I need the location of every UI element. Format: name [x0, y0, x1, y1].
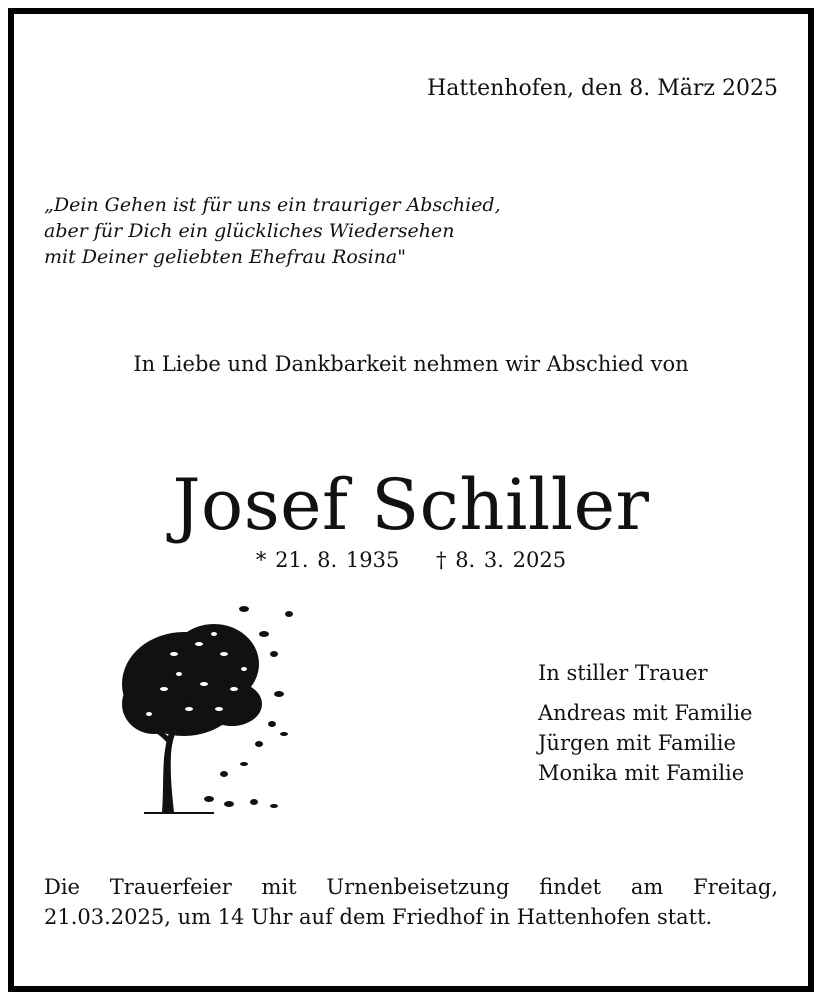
quote-line: mit Deiner geliebten Ehefrau Rosina": [44, 246, 406, 268]
death-date: † 8. 3. 2025: [436, 548, 567, 572]
intro-text: In Liebe und Dankbarkeit nehmen wir Abschied von: [133, 352, 689, 376]
service-line: 21.03.2025, um 14 Uhr auf dem Friedhof in Hattenhofen statt.: [44, 905, 713, 929]
mourner-line: Andreas mit Familie: [538, 701, 753, 725]
life-dates: [14, 548, 808, 572]
deceased-name: Josef Schiller: [172, 464, 650, 546]
quote: [44, 192, 501, 270]
service-line: Die Trauerfeier mit Urnenbeisetzung findet am Freitag,: [44, 875, 778, 899]
mourner-line: Monika mit Familie: [538, 761, 745, 785]
place-date: Hattenhofen, den 8. März 2025: [427, 76, 778, 101]
quote-line: „Dein Gehen ist für uns ein trauriger Abschied,: [44, 194, 501, 216]
birth-date: * 21. 8. 1935: [255, 548, 400, 572]
service-info: [44, 872, 778, 932]
mourner-line: Jürgen mit Familie: [538, 731, 736, 755]
obituary-frame: [8, 8, 814, 992]
mourners-lead: In stiller Trauer: [538, 661, 708, 685]
quote-line: aber für Dich ein glückliches Wiedersehen: [44, 220, 455, 242]
mourners-block: [538, 658, 752, 788]
tree-in-wind-icon: [104, 594, 294, 814]
